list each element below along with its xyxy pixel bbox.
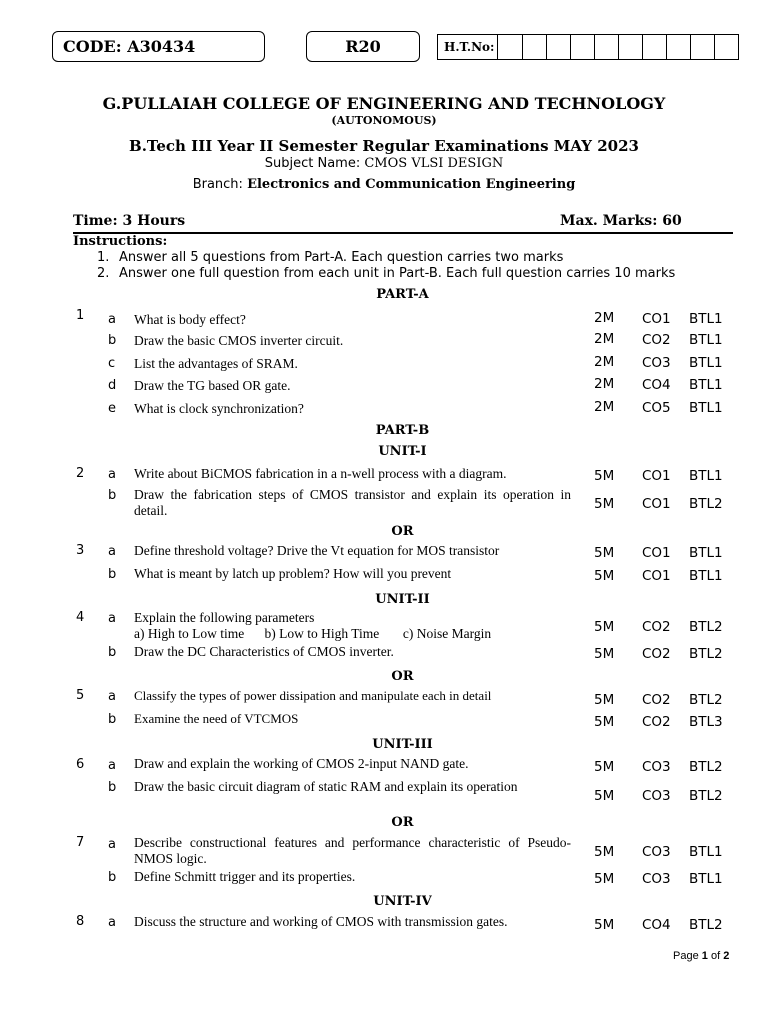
hall-ticket-cell[interactable] <box>498 35 522 59</box>
question-co: CO3 <box>642 355 671 371</box>
question-number: 4 <box>76 610 85 625</box>
question-text: Draw the TG based OR gate. <box>134 378 291 393</box>
question-co: CO1 <box>642 568 671 584</box>
question-co: CO1 <box>642 496 671 512</box>
question-co: CO2 <box>642 692 671 708</box>
question-co: CO3 <box>642 759 671 775</box>
question-marks: 5M <box>594 871 615 887</box>
branch-name: Electronics and Communication Engineering <box>247 177 576 192</box>
question-sub: b <box>108 712 117 727</box>
question-btl: BTL1 <box>689 332 723 348</box>
question-number: 1 <box>76 308 85 323</box>
branch-label: Branch: <box>192 177 243 192</box>
question-co: CO4 <box>642 917 671 933</box>
question-text: Classify the types of power dissipation and manipulate each in detail <box>134 688 492 703</box>
exam-duration: Time: 3 Hours <box>73 213 186 229</box>
question-sub: b <box>108 645 117 660</box>
hall-ticket-cell[interactable] <box>571 35 595 59</box>
question-marks: 5M <box>594 619 615 635</box>
question-text: Draw and explain the working of CMOS 2-input NAND gate. <box>134 756 469 771</box>
section-or: OR <box>391 815 414 830</box>
section-or: OR <box>391 669 414 684</box>
question-btl: BTL1 <box>689 311 723 327</box>
question-btl: BTL1 <box>689 568 723 584</box>
question-sub: b <box>108 488 117 503</box>
question-sub: b <box>108 567 117 582</box>
section-unit-2: UNIT-II <box>375 592 430 607</box>
question-sub: d <box>108 378 117 393</box>
question-text: Draw the basic CMOS inverter circuit. <box>134 333 344 348</box>
hall-ticket-cell[interactable] <box>547 35 571 59</box>
question-co: CO3 <box>642 788 671 804</box>
subject-label: Subject Name: <box>264 156 361 171</box>
question-sub: b <box>108 870 117 885</box>
section-unit-1: UNIT-I <box>378 444 427 459</box>
question-btl: BTL2 <box>689 496 723 512</box>
question-marks: 5M <box>594 545 615 561</box>
question-text: List the advantages of SRAM. <box>134 356 298 371</box>
question-co: CO3 <box>642 844 671 860</box>
question-co: CO3 <box>642 871 671 887</box>
question-marks: 5M <box>594 496 615 512</box>
question-sub: a <box>108 915 116 930</box>
question-marks: 5M <box>594 917 615 933</box>
question-btl: BTL1 <box>689 400 723 416</box>
hall-ticket-cell[interactable] <box>715 35 738 59</box>
question-sub: a <box>108 837 116 852</box>
question-number: 8 <box>76 914 85 929</box>
question-marks: 5M <box>594 759 615 775</box>
hall-ticket-cell[interactable] <box>643 35 667 59</box>
question-btl: BTL1 <box>689 468 723 484</box>
question-btl: BTL2 <box>689 692 723 708</box>
max-marks: Max. Marks: 60 <box>560 213 682 229</box>
question-marks: 2M <box>594 354 615 370</box>
question-co: CO2 <box>642 332 671 348</box>
question-marks: 5M <box>594 692 615 708</box>
question-btl: BTL1 <box>689 377 723 393</box>
question-marks: 5M <box>594 714 615 730</box>
question-btl: BTL2 <box>689 917 723 933</box>
branch-line <box>0 177 768 192</box>
question-co: CO1 <box>642 468 671 484</box>
question-sub: c <box>108 356 116 371</box>
question-text: What is body effect? <box>134 312 246 327</box>
section-part-b: PART-B <box>375 423 430 438</box>
question-co: CO2 <box>642 646 671 662</box>
hall-ticket-cell[interactable] <box>523 35 547 59</box>
question-number: 7 <box>76 835 85 850</box>
subject-line <box>0 156 768 171</box>
question-sub: a <box>108 312 116 327</box>
question-co: CO5 <box>642 400 671 416</box>
question-marks: 5M <box>594 646 615 662</box>
question-btl: BTL1 <box>689 545 723 561</box>
question-marks: 2M <box>594 331 615 347</box>
college-status: (AUTONOMOUS) <box>331 114 437 127</box>
question-marks: 2M <box>594 376 615 392</box>
question-sub: a <box>108 467 116 482</box>
question-sub: e <box>108 401 116 416</box>
question-text: Define threshold voltage? Drive the Vt equation for MOS transistor <box>134 543 500 558</box>
question-text: Describe constructional features and performance characteristic of Pseudo-NMOS logic. <box>134 835 571 866</box>
page-number: Page 1 of 2 <box>673 950 730 962</box>
question-text-options: a) High to Low time b) Low to High Time c) Noise Margin <box>134 626 492 641</box>
question-number: 6 <box>76 757 85 772</box>
question-text: Write about BiCMOS fabrication in a n-well process with a diagram. <box>134 466 507 481</box>
question-text: Draw the fabrication steps of CMOS transistor and explain its operation in detail. <box>134 487 571 518</box>
question-text: Explain the following parameters <box>134 610 315 625</box>
question-marks: 5M <box>594 468 615 484</box>
hall-ticket-cell[interactable] <box>619 35 643 59</box>
regulation-badge: R20 <box>306 31 420 62</box>
hall-ticket-number-field[interactable] <box>437 34 739 60</box>
question-text: What is clock synchronization? <box>134 401 304 416</box>
hall-ticket-cell[interactable] <box>667 35 691 59</box>
question-text: Draw the basic circuit diagram of static RAM and explain its operation <box>134 779 518 794</box>
question-co: CO2 <box>642 714 671 730</box>
question-text: Define Schmitt trigger and its properties. <box>134 869 356 884</box>
question-marks: 5M <box>594 568 615 584</box>
question-btl: BTL1 <box>689 355 723 371</box>
header-divider <box>73 232 733 234</box>
question-sub: a <box>108 544 116 559</box>
question-marks: 2M <box>594 310 615 326</box>
section-unit-4: UNIT-IV <box>373 894 432 909</box>
question-sub: b <box>108 780 117 795</box>
instruction-item: 1. Answer all 5 questions from Part-A. Each question carries two marks <box>97 250 564 265</box>
subject-name: CMOS VLSI DESIGN <box>364 156 504 171</box>
question-btl: BTL1 <box>689 871 723 887</box>
question-co: CO4 <box>642 377 671 393</box>
instructions-heading: Instructions: <box>73 234 168 249</box>
hall-ticket-cell[interactable] <box>595 35 619 59</box>
question-number: 2 <box>76 466 85 481</box>
question-marks: 2M <box>594 399 615 415</box>
college-name: G.PULLAIAH COLLEGE OF ENGINEERING AND TECHNOLOGY <box>102 94 666 113</box>
hall-ticket-label: H.T.No: <box>438 35 498 59</box>
question-co: CO1 <box>642 545 671 561</box>
question-number: 3 <box>76 543 85 558</box>
exam-title: B.Tech III Year II Semester Regular Examinations MAY 2023 <box>129 137 639 155</box>
question-marks: 5M <box>594 788 615 804</box>
question-number: 5 <box>76 688 85 703</box>
question-sub: a <box>108 689 116 704</box>
question-paper-code: CODE: A30434 <box>52 31 265 62</box>
question-text: Discuss the structure and working of CMOS with transmission gates. <box>134 914 508 929</box>
question-btl: BTL2 <box>689 646 723 662</box>
question-marks: 5M <box>594 844 615 860</box>
question-text: Draw the DC Characteristics of CMOS inverter. <box>134 644 394 659</box>
question-btl: BTL3 <box>689 714 723 730</box>
question-btl: BTL2 <box>689 759 723 775</box>
question-sub: a <box>108 611 116 626</box>
hall-ticket-cell[interactable] <box>691 35 715 59</box>
question-text: Examine the need of VTCMOS <box>134 711 299 726</box>
question-text: What is meant by latch up problem? How will you prevent <box>134 566 452 581</box>
question-btl: BTL2 <box>689 619 723 635</box>
question-sub: a <box>108 758 116 773</box>
question-sub: b <box>108 333 117 348</box>
section-unit-3: UNIT-III <box>372 737 433 752</box>
instruction-item: 2. Answer one full question from each unit in Part-B. Each full question carries 10 marks <box>97 266 676 281</box>
question-co: CO2 <box>642 619 671 635</box>
question-co: CO1 <box>642 311 671 327</box>
question-btl: BTL1 <box>689 844 723 860</box>
question-btl: BTL2 <box>689 788 723 804</box>
section-part-a: PART-A <box>376 287 429 302</box>
section-or: OR <box>391 524 414 539</box>
